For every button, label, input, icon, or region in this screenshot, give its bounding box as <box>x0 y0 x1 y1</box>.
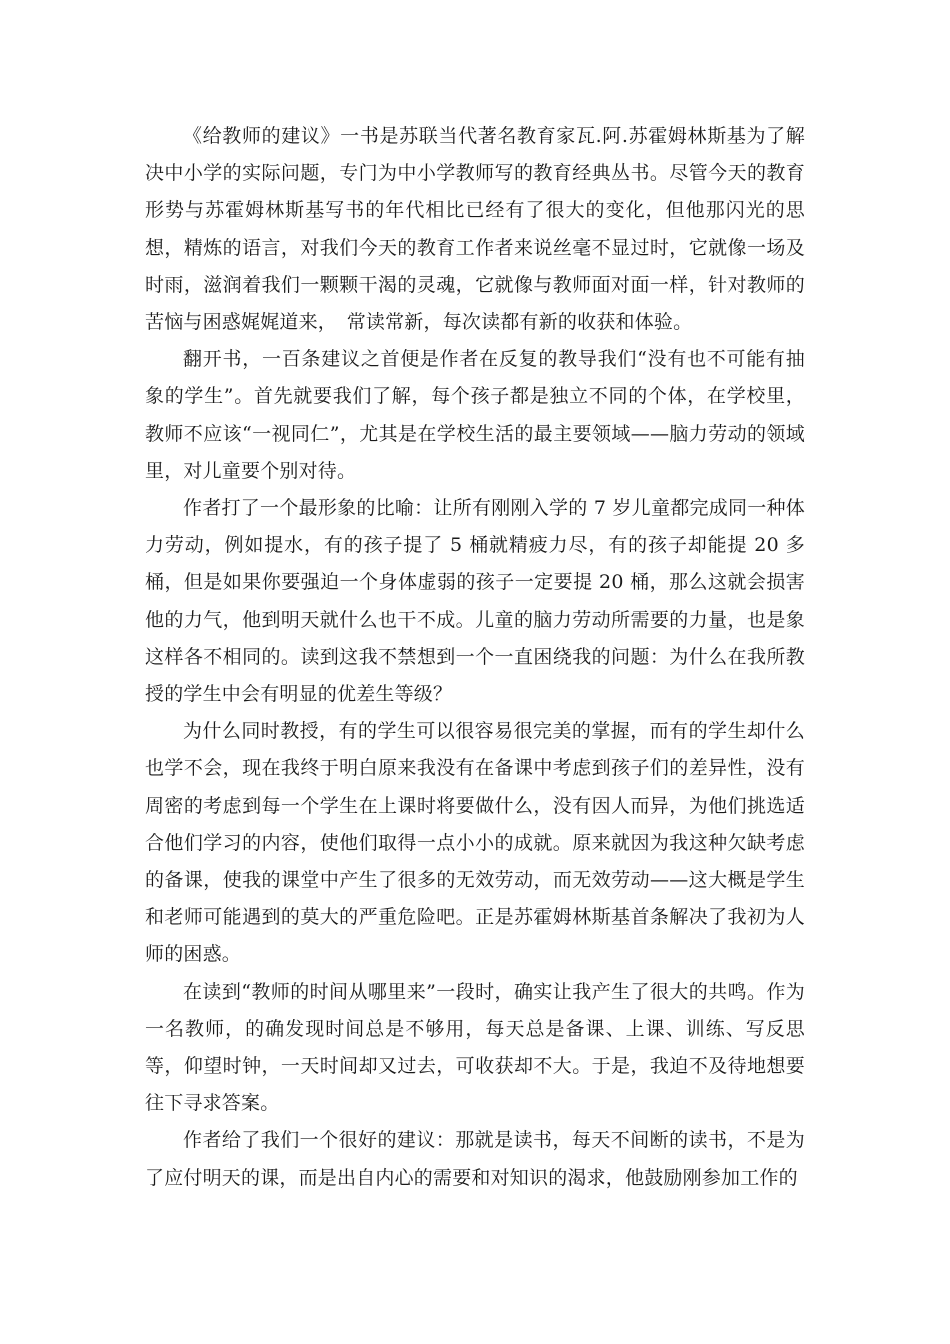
paragraph: 作者给了我们一个很好的建议：那就是读书，每天不间断的读书，不是为了应付明天的课，而是出自内心的需要和对知识的渴求，他鼓励刚参加工作的 <box>145 1129 805 1189</box>
paragraph: 在读到“教师的时间从哪里来”一段时，确实让我产生了很大的共鸣。作为一名教师，的确发现时间总是不够用，每天总是备课、上课、训练、写反思等，仰望时钟，一天时间却又过去，可收获却不大。于是，我迫不及待地想要往下寻求答案。 <box>145 980 805 1115</box>
paragraph: 作者打了一个最形象的比喻：让所有刚刚入学的 7 岁儿童都完成同一种体力劳动，例如提水，有的孩子提了 5 桶就精疲力尽，有的孩子却能提 20 多桶，但是如果你要强迫一个身体虚弱的孩子一定要提 20 桶，那么这就会损害他的力气，他到明天就什么也干不成。儿童的脑力劳动所需要的力量，也是象这样各不相同的。读到这我不禁想到一个一直困绕我的问题：为什么在我所教授的学生中会有明显的优差生等级？ <box>145 497 805 706</box>
paragraph: 《给教师的建议》一书是苏联当代著名教育家瓦.阿.苏霍姆林斯基为了解决中小学的实际问题，专门为中小学教师写的教育经典丛书。尽管今天的教育形势与苏霍姆林斯基写书的年代相比已经有了很大的变化，但他那闪光的思想，精炼的语言，对我们今天的教育工作者来说丝毫不显过时，它就像一场及时雨，滋润着我们一颗颗干渴的灵魂，它就像与教师面对面一样，针对教师的苦恼与困惑娓娓道来， 常读常新，每次读都有新的收获和体验。 <box>145 125 805 334</box>
paragraph: 翻开书，一百条建议之首便是作者在反复的教导我们“没有也不可能有抽象的学生”。首先就要我们了解，每个孩子都是独立不同的个体，在学校里，教师不应该“一视同仁”，尤其是在学校生活的最主要领域——脑力劳动的领域里，对儿童要个别对待。 <box>145 348 805 482</box>
paragraph: 为什么同时教授，有的学生可以很容易很完美的掌握，而有的学生却什么也学不会，现在我终于明白原来我没有在备课中考虑到孩子们的差异性，没有周密的考虑到每一个学生在上课时将要做什么，没有因人而异，为他们挑选适合他们学习的内容，使他们取得一点小小的成就。原来就因为我这种欠缺考虑的备课，使我的课堂中产生了很多的无效劳动，而无效劳动——这大概是学生和老师可能遇到的莫大的严重危险吧。正是苏霍姆林斯基首条解决了我初为人师的困惑。 <box>145 720 805 966</box>
document-body <box>145 118 805 1197</box>
